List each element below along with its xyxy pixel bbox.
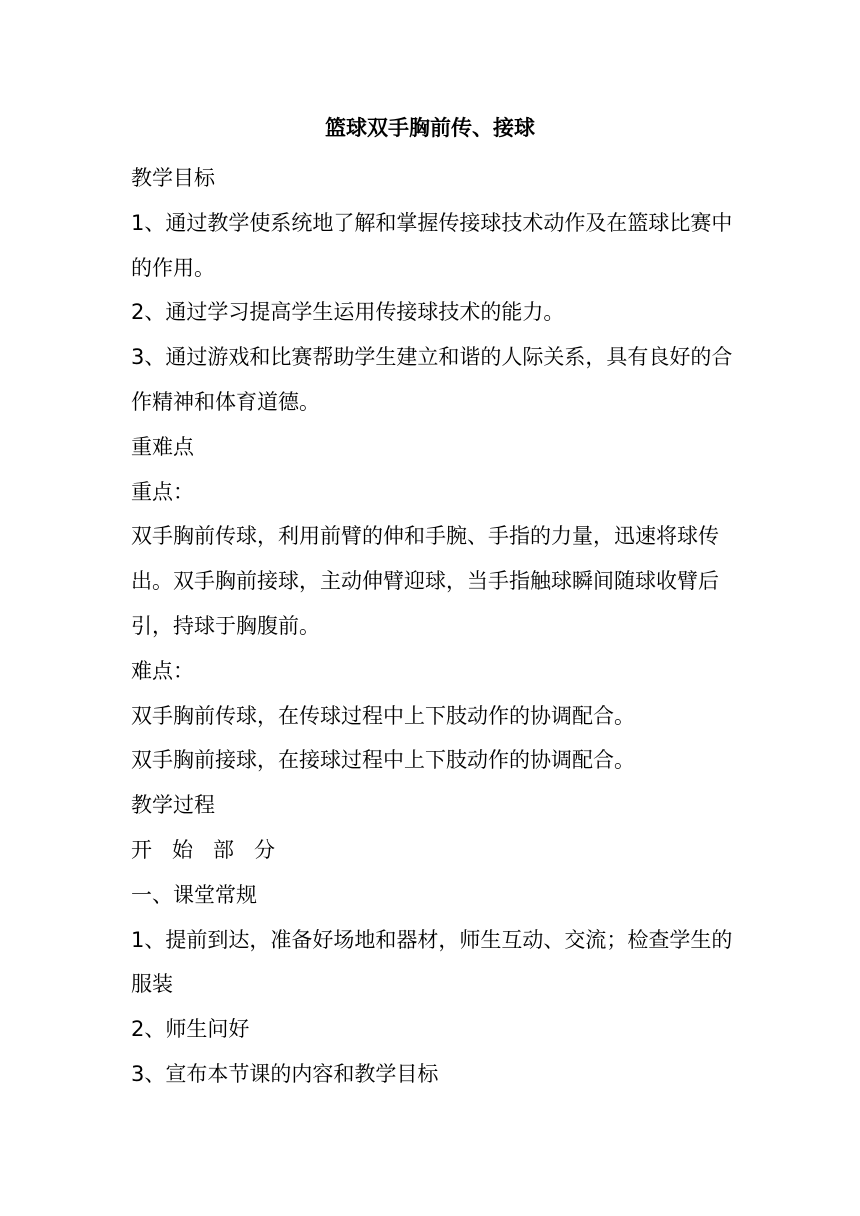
goal-item-1: 1、通过教学使系统地了解和掌握传接球技术动作及在篮球比赛中的作用。 bbox=[131, 210, 733, 280]
heading-teaching-process: 教学过程 bbox=[131, 793, 215, 818]
section-heading-char: 始 bbox=[172, 837, 193, 862]
heading-class-routine: 一、课堂常规 bbox=[131, 882, 257, 907]
key-points-text: 双手胸前传球，利用前臂的伸和手腕、手指的力量，迅速将球传出。双手胸前接球，主动伸臂迎球，当手指触球瞬间随球收臂后引，持球于胸腹前。 bbox=[131, 524, 719, 638]
section-heading-start bbox=[131, 828, 735, 873]
difficult-point-catch: 双手胸前接球，在接球过程中上下肢动作的协调配合。 bbox=[131, 748, 635, 773]
section-heading-char: 开 bbox=[131, 837, 152, 862]
document-title: 篮球双手胸前传、接球 bbox=[325, 116, 535, 140]
routine-item-3: 3、宣布本节课的内容和教学目标 bbox=[131, 1061, 439, 1086]
label-difficult-points: 难点： bbox=[131, 658, 194, 683]
section-heading-char: 分 bbox=[254, 837, 275, 862]
goal-item-3: 3、通过游戏和比赛帮助学生建立和谐的人际关系，具有良好的合作精神和体育道德。 bbox=[131, 345, 733, 414]
label-key-points: 重点： bbox=[131, 479, 194, 504]
goal-item-2: 2、通过学习提高学生运用传接球技术的能力。 bbox=[131, 300, 565, 325]
section-heading-char: 部 bbox=[213, 837, 234, 862]
routine-item-1: 1、提前到达，准备好场地和器材，师生互动、交流；检查学生的服装 bbox=[131, 927, 733, 997]
routine-item-2: 2、师生问好 bbox=[131, 1017, 250, 1042]
heading-teaching-goals: 教学目标 bbox=[131, 166, 215, 190]
heading-key-difficult-points: 重难点 bbox=[131, 434, 194, 459]
difficult-point-pass: 双手胸前传球，在传球过程中上下肢动作的协调配合。 bbox=[131, 703, 635, 728]
document-body bbox=[131, 156, 735, 1097]
